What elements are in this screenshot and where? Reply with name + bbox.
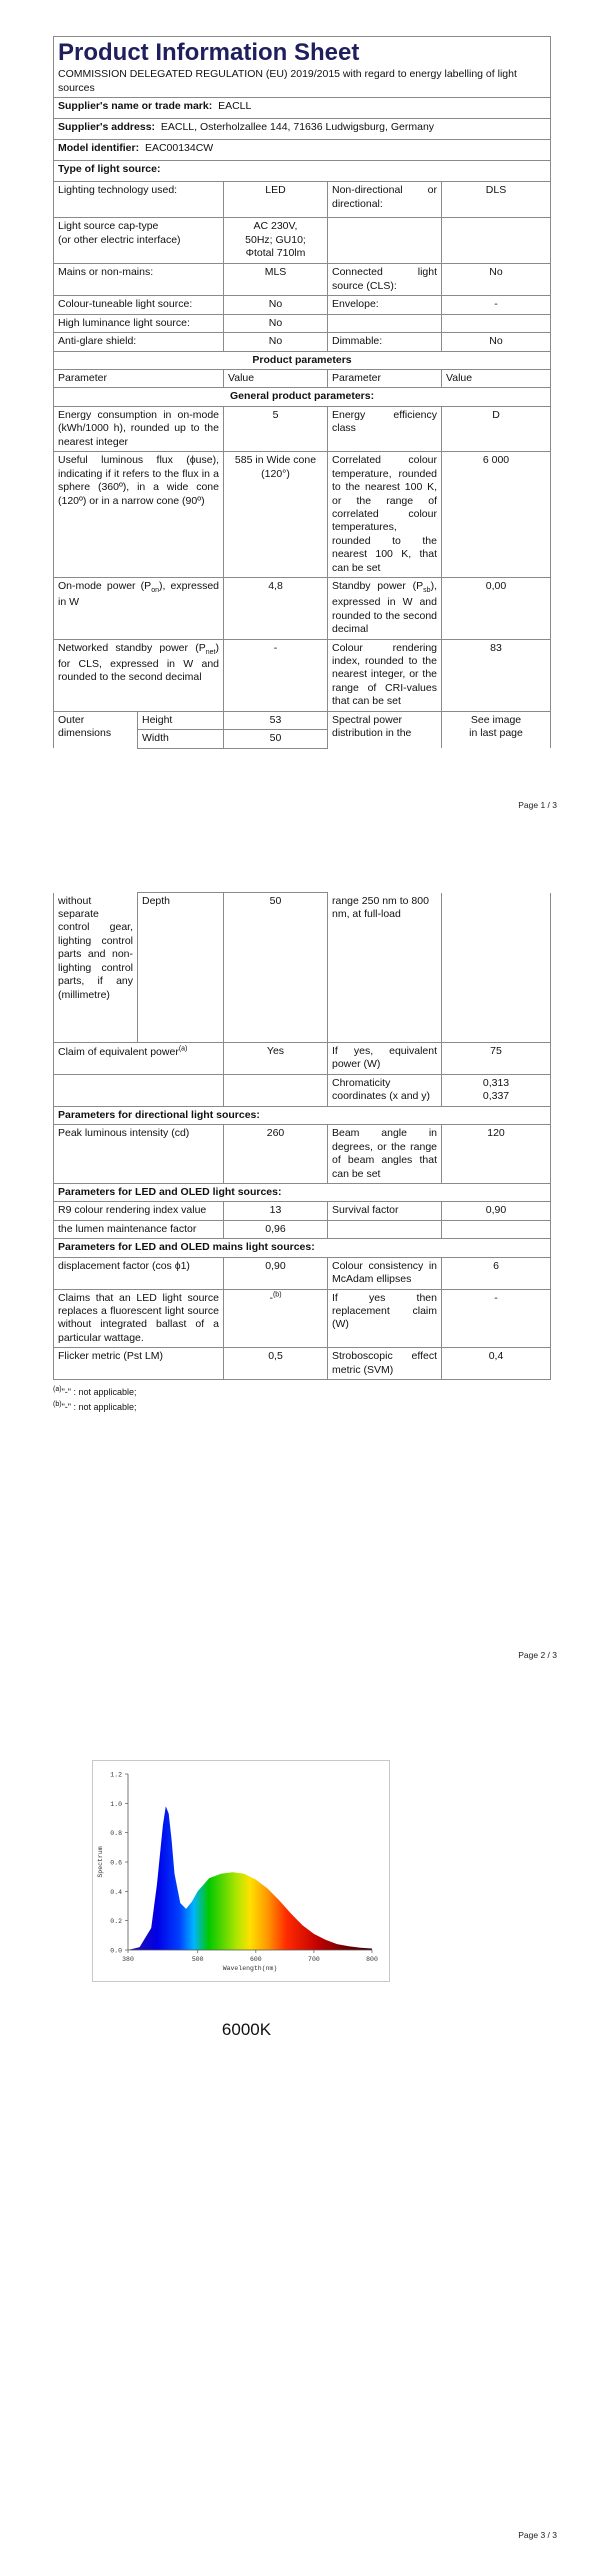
cap-label-2: (or other electric interface) bbox=[58, 233, 181, 246]
standby-value: 0,00 bbox=[485, 580, 507, 593]
supplier-address-label: Supplier's address: bbox=[58, 121, 156, 134]
cap-value-3: Φtotal 710lm bbox=[245, 247, 306, 260]
eff-class-label: Energy efficiency class bbox=[332, 408, 437, 435]
footnote-b: $^{(b)}$"-" : not applicable; bbox=[53, 1400, 137, 1412]
page-number-3: Page 3 / 3 bbox=[518, 2530, 557, 2540]
r9-value: 13 bbox=[269, 1204, 282, 1217]
general-params-heading: General product parameters: bbox=[229, 390, 375, 403]
lighting-tech-label: Lighting technology used: bbox=[58, 184, 178, 197]
mains-value: MLS bbox=[264, 266, 287, 279]
page-3 bbox=[0, 1700, 603, 2560]
supplier-name-value: EACLL bbox=[218, 100, 252, 113]
high-lum-value: No bbox=[268, 316, 283, 329]
flicker-label: Flicker metric (Pst LM) bbox=[58, 1350, 163, 1363]
x-tick-label: 500 bbox=[191, 1956, 204, 1963]
x-tick-label: 380 bbox=[122, 1956, 134, 1963]
y-tick-label: 0.0 bbox=[110, 1947, 122, 1955]
x-tick-label: 700 bbox=[308, 1956, 320, 1963]
antiglare-label: Anti-glare shield: bbox=[58, 335, 137, 348]
netstandby-label: Networked standby power $(P_{net})$ for CLS, expressed in W and rounded to the second decimal bbox=[58, 641, 219, 683]
outer-dim-label-1: Outer bbox=[58, 713, 85, 726]
cap-value-1: AC 230V, bbox=[253, 220, 298, 233]
energy-cons-label: Energy consumption in on-mode (kWh/1000 h), rounded up to the nearest integer bbox=[58, 408, 219, 448]
width-label: Width bbox=[142, 732, 169, 745]
y-tick-label: 0.2 bbox=[110, 1918, 122, 1926]
peak-value: 260 bbox=[266, 1127, 285, 1140]
dimmable-label: Dimmable: bbox=[332, 335, 383, 348]
chroma-y: 0,337 bbox=[482, 1090, 510, 1103]
spectral-label-1: Spectral power bbox=[332, 713, 403, 726]
lighting-tech-value: LED bbox=[265, 184, 286, 197]
replace-value: - bbox=[494, 1291, 498, 1304]
col-param-header: Parameter bbox=[58, 372, 108, 385]
chroma-x: 0,313 bbox=[482, 1076, 510, 1089]
product-params-heading: Product parameters bbox=[252, 353, 352, 366]
claims-label: Claims that an LED light source replaces a fluorescent light source without integrated ballast of a particular wattage. bbox=[58, 1291, 219, 1344]
page-title: Product Information Sheet bbox=[58, 39, 360, 66]
spectral-value-1: See image bbox=[470, 713, 522, 726]
type-label: Type of light source: bbox=[58, 163, 161, 176]
outer-dim-cont: without separate control gear, lighting control parts and non-lighting control parts, if any (millimetre) bbox=[58, 894, 133, 1001]
onmode-label: On-mode power $(P_{on})$, expressed in W bbox=[58, 580, 219, 609]
product-info-table-page2 bbox=[53, 892, 551, 1380]
col-value-header: Value bbox=[228, 372, 255, 385]
beam-label: Beam angle in degrees, or the range of beam angles that can be set bbox=[332, 1127, 437, 1180]
depth-value: 50 bbox=[269, 895, 282, 907]
lumen-maint-label: the lumen maintenance factor bbox=[58, 1222, 197, 1235]
nondir-value: DLS bbox=[485, 184, 507, 197]
flicker-value: 0,5 bbox=[268, 1350, 283, 1363]
footnote-a: $^{(a)}$"-" : not applicable; bbox=[53, 1386, 137, 1397]
replace-label: If yes then replacement claim (W) bbox=[332, 1291, 437, 1331]
standby-label: Standby power $(P_{sb})$, expressed in W and rounded to the second decimal bbox=[332, 580, 437, 636]
cap-value-2: 50Hz; GU10; bbox=[245, 233, 306, 246]
led-params-heading: Parameters for LED and OLED light sources: bbox=[58, 1185, 282, 1198]
survival-label: Survival factor bbox=[332, 1204, 399, 1217]
y-tick-label: 0.4 bbox=[110, 1888, 122, 1896]
cri-value: 83 bbox=[490, 641, 502, 654]
spectral-value-2: in last page bbox=[469, 727, 523, 740]
lumen-maint-value: 0,96 bbox=[265, 1222, 286, 1235]
flux-label: Useful luminous flux (ϕuse), indicating if it refers to the flux in a sphere (360º), in a wide cone (120º) or in a narrow cone (90º) bbox=[58, 454, 219, 507]
dir-params-heading: Parameters for directional light sources: bbox=[58, 1108, 260, 1121]
spectrum-chart bbox=[92, 1760, 390, 1982]
col-param-header-2: Parameter bbox=[332, 372, 382, 385]
spectral-cont: range 250 nm to 800 nm, at full-load bbox=[332, 894, 429, 920]
claims-value: -$^{(b)}$ bbox=[269, 1291, 282, 1305]
col-value-header-2: Value bbox=[446, 372, 473, 385]
disp-value: 0,90 bbox=[265, 1259, 286, 1272]
consistency-label: Colour consistency in McAdam ellipses bbox=[332, 1259, 437, 1286]
colour-tune-label: Colour-tuneable light source: bbox=[58, 298, 193, 311]
x-tick-label: 800 bbox=[366, 1956, 378, 1963]
footnotes bbox=[53, 1385, 137, 1414]
energy-cons-value: 5 bbox=[272, 408, 279, 421]
page-1 bbox=[0, 0, 603, 820]
flux-value: 585 in Wide cone (120°) bbox=[234, 454, 317, 480]
spectral-label-2: distribution in the bbox=[332, 727, 412, 740]
depth-label: Depth bbox=[142, 895, 171, 907]
disp-label: displacement factor (cos ϕ1) bbox=[58, 1259, 190, 1272]
mains-label: Mains or non-mains: bbox=[58, 266, 154, 279]
page-number-1: Page 1 / 3 bbox=[518, 800, 557, 810]
cls-value: No bbox=[489, 266, 503, 279]
antiglare-value: No bbox=[268, 335, 283, 348]
cct-caption: 6000K bbox=[221, 2020, 272, 2039]
strobo-label: Stroboscopic effect metric (SVM) bbox=[332, 1350, 437, 1376]
cri-label: Colour rendering index, rounded to the nearest integer, or the range of CRI-values that can be set bbox=[332, 641, 437, 708]
y-tick-label: 0.8 bbox=[110, 1830, 122, 1838]
model-label: Model identifier: bbox=[58, 142, 140, 155]
equiv-power-label: If yes, equivalent power (W) bbox=[332, 1045, 437, 1071]
cap-label-1: Light source cap-type bbox=[58, 220, 159, 233]
r9-label: R9 colour rendering index value bbox=[58, 1204, 207, 1217]
spectrum-chart-container bbox=[92, 1760, 390, 1985]
equiv-claim-label: Claim of equivalent power$^{(a)}$ bbox=[58, 1045, 188, 1058]
outer-dim-label-2: dimensions bbox=[58, 727, 112, 740]
supplier-address-value: EACLL, Osterholzallee 144, 71636 Ludwigsburg, Germany bbox=[160, 121, 435, 134]
envelope-value: - bbox=[494, 298, 498, 311]
colour-tune-value: No bbox=[268, 298, 283, 311]
beam-value: 120 bbox=[487, 1127, 505, 1140]
eff-class-value: D bbox=[492, 408, 500, 421]
y-axis-label: Spectrum bbox=[97, 1846, 104, 1878]
consistency-value: 6 bbox=[493, 1259, 499, 1272]
mains-params-heading: Parameters for LED and OLED mains light sources: bbox=[58, 1241, 315, 1254]
peak-label: Peak luminous intensity (cd) bbox=[58, 1127, 190, 1140]
product-info-table-page1 bbox=[53, 36, 551, 749]
page-2 bbox=[0, 880, 603, 1680]
survival-value: 0,90 bbox=[485, 1204, 507, 1217]
equiv-claim-value: Yes bbox=[266, 1045, 285, 1057]
equiv-power-value: 75 bbox=[490, 1045, 502, 1057]
y-tick-label: 1.0 bbox=[110, 1800, 122, 1808]
y-tick-label: 0.6 bbox=[110, 1859, 122, 1867]
height-value: 53 bbox=[269, 713, 282, 726]
high-lum-label: High luminance light source: bbox=[58, 316, 190, 329]
strobo-value: 0,4 bbox=[488, 1350, 504, 1363]
x-axis-label: Wavelength(nm) bbox=[222, 1965, 278, 1972]
model-value: EAC00134CW bbox=[144, 142, 214, 155]
regulation-text: COMMISSION DELEGATED REGULATION (EU) 2019/2015 with regard to energy labelling of light sources bbox=[58, 68, 517, 94]
page-number-2: Page 2 / 3 bbox=[518, 1650, 557, 1660]
cct-value: 6 000 bbox=[482, 454, 510, 467]
cct-label: Correlated colour temperature, rounded to the nearest 100 K, or the range of correlated colour temperatures, rounded to the nearest 100 K, that can be set bbox=[332, 454, 437, 574]
cls-label: Connected light source (CLS): bbox=[332, 266, 437, 292]
y-tick-label: 1.2 bbox=[110, 1771, 122, 1779]
width-value: 50 bbox=[269, 732, 282, 745]
envelope-label: Envelope: bbox=[332, 298, 379, 311]
dimmable-value: No bbox=[489, 335, 503, 348]
height-label: Height bbox=[142, 713, 173, 726]
nondir-label: Non-directional or directional: bbox=[332, 184, 437, 210]
netstandby-value: - bbox=[273, 641, 278, 654]
onmode-value: 4,8 bbox=[268, 580, 283, 593]
chroma-label: Chromaticity coordinates (x and y) bbox=[332, 1076, 431, 1103]
supplier-name-label: Supplier's name or trade mark: bbox=[58, 100, 213, 113]
x-tick-label: 600 bbox=[249, 1956, 262, 1963]
